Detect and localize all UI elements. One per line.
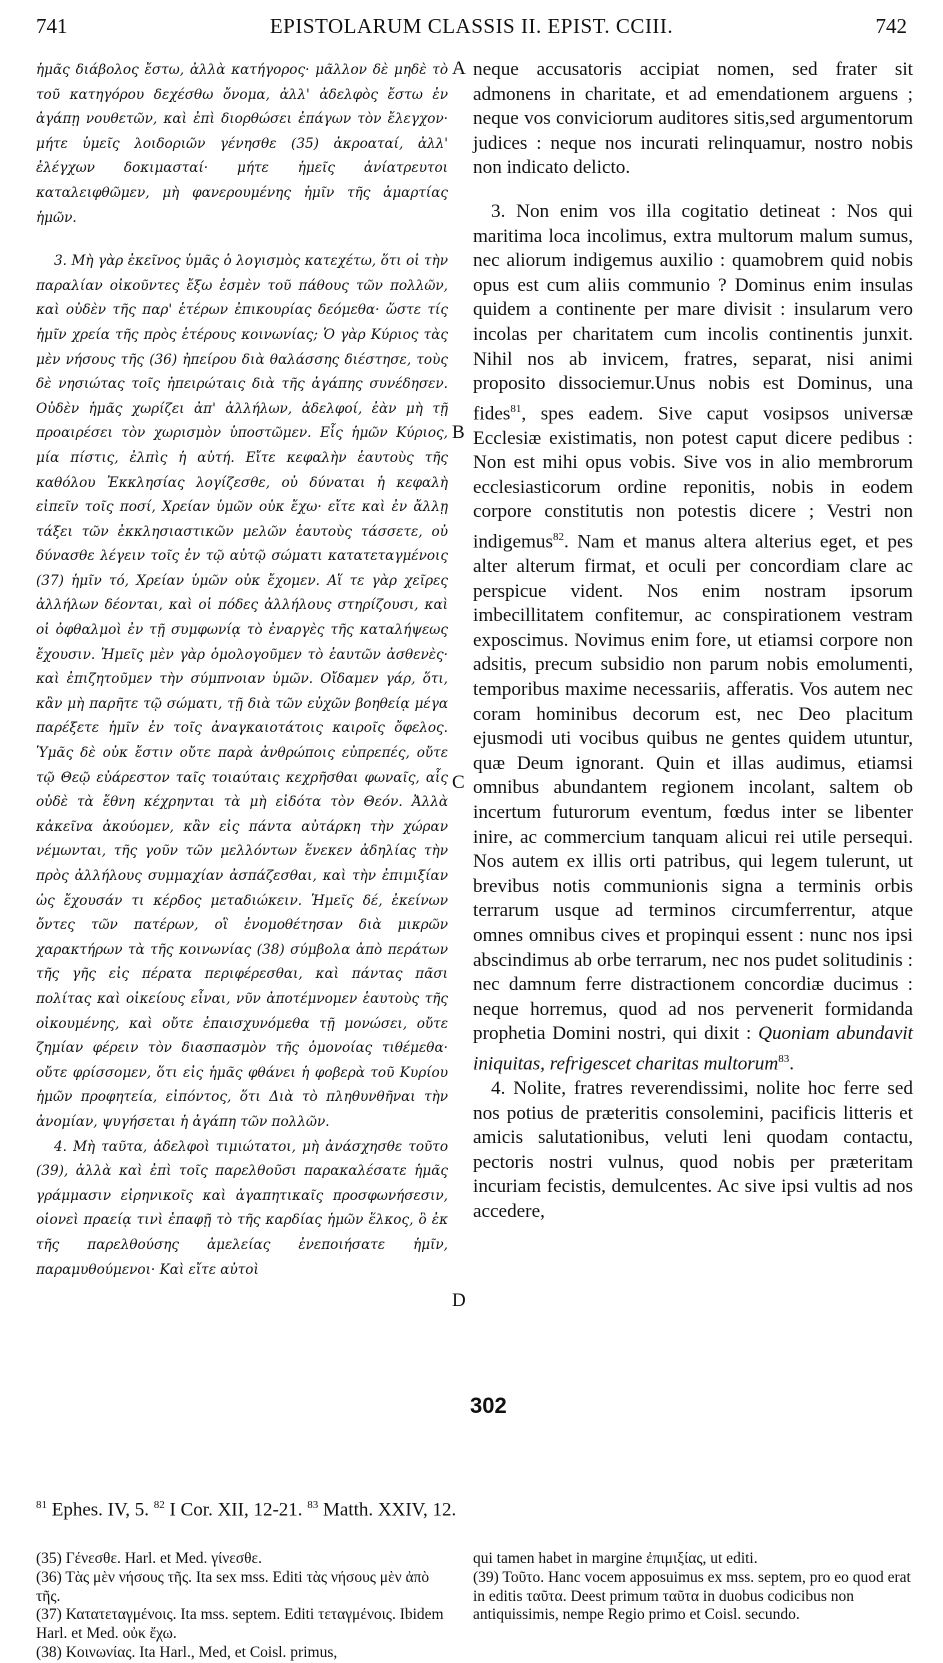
footnote: (36) Τὰς μὲν νήσους τῆς. Ita sex mss. Editi τὰς νήσους μὲν ἀπὸ τῆς. <box>36 1568 430 1605</box>
footnote: (39) Τοῦτο. Hanc vocem apposuimus ex mss. septem, pro eo quod erat in editis ταῦτα. Deest primum ταῦτα in duobus codicibus non antiquissimis, nempe Regio primo et Coisl. secundo. <box>473 1568 911 1624</box>
margin-letter-d: D <box>452 1290 466 1311</box>
footnote: (35) Γένεσθε. Harl. et Med. γίνεσθε. <box>36 1550 262 1567</box>
note-ref: 83 <box>778 1052 790 1065</box>
latin-text: 3. Non enim vos illa cogitatio detineat : Nos qui maritima loca incolimus, extra multorum malum sumus, nec aliorum indigemus auxilio : quamobrem quid nobis opus est cum aliis communio ? Dominus enim insulas quidem a continente per mare divisit : insularum vero incolas per charitatem cum incolis continentis junxit. Nihil nos ab invicem, fratres, separat, nisi animi proposito dissociemur.Unus nobis est Dominus, una fides <box>473 200 913 425</box>
latin-text: . Nam et manus altera alterius eget, et pes alter alterum firmat, et oculi per concordiam clare ac perspicue vident. Nos enim nostram ipsorum imbecillitatem confitemur, ac conspirationem vestram exposcimus. Novimus enim fore, ut etiamsi corpore non adsitis, precum subsidio non parum nobis emolumenti, temporibus maxime necessariis, afferatis. Vos autem nec coram hominibus decorum est, nec Deo placitum ejusmodi uti vocibus quibus ne gentes quidem utuntur, quæ Deum ignorant. Quin et illas audimus, etiamsi omnibus abundantem regionem incolant, saltem ob incertum futurorum eventum, fœdus inter se libenter inire, ac commercium tanquam alicui rei utile persequi. Nos autem ex illis orti patribus, qui legem tulerunt, ut brevibus notis communionis signa a terminis orbis terrarum usque ad terminos circumferrentur, atque omnes omnibus cives et propinqui essent : nunc nos ipsi abscindimus ab orbe terrarum, nec nos pudet solitudinis : nec damnum ferre distractionem concordiæ ducimus : neque horremus, quod ad nos pervenerit formidanda prophetia Domini nostri, qui dixit : <box>473 531 913 1045</box>
latin-quotation: Quoniam abundavit iniquitas, refrigescet charitas multorum <box>473 1023 913 1075</box>
footnotes-left <box>36 1550 446 1663</box>
footnotes-right <box>473 1550 913 1625</box>
column-number: 302 <box>470 1393 507 1418</box>
greek-column <box>36 58 448 1282</box>
latin-text: , spes eadem. Sive caput vosipsos universæ Ecclesiæ existimatis, non potest caput dicere pedibus : Non est mihi opus vobis. Sive vos in alio membrorum ecclesiasticorum ordine reponitis, nobis in eodem corpore constitutis non potestis dicere ; Vestri non indigemus <box>473 403 913 553</box>
running-title: EPISTOLARUM CLASSIS II. EPIST. CCIII. <box>269 14 674 38</box>
greek-paragraph: 3. Μὴ γὰρ ἐκεῖνος ὑμᾶς ὁ λογισμὸς κατεχέτω, ὅτι οἱ τὴν παραλίαν οἰκοῦντες ἔξω ἐσμὲν τοῦ πάθους τῶν πολλῶν, καὶ οὐδὲν τῆς παρ' ἑτέρων ἐπικουρίας δεόμεθα· ὥστε τίς ἡμῖν χρεία τῆς πρὸς ἑτέρους κοινωνίας; Ὁ γὰρ Κύριος τὰς μὲν νήσους τῆς (36) ἠπείρου διὰ θαλάσσης διέστησε, τοὺς δὲ νησιώτας τοῖς ἠπειρώταις διὰ τῆς ἀγάπης συνέδησεν. Οὐδὲν ἡμᾶς χωρίζει ἀπ' ἀλλήλων, ἀδελφοί, ἐὰν μὴ τῇ προαιρέσει τὸν χωρισμὸν ὑποστῶμεν. Εἷς ἡμῶν Κύριος, μία πίστις, ἐλπὶς ἡ αὐτή. Εἴτε κεφαλὴν ἑαυτοὺς τῆς καθόλου Ἐκκλησίας λογίζεσθε, οὐ δύναται ἡ κεφαλὴ εἰπεῖν τοῖς ποσί, Χρείαν ὑμῶν οὐκ ἔχω· εἴτε καὶ ἐν ἄλλῃ τάξει τῶν ἐκκλησιαστικῶν μελῶν ἑαυτοὺς τάσσετε, οὐ δύνασθε λέγειν τοῖς ἐν τῷ αὐτῷ σώματι κατατεταγμένοις (37) ἡμῖν τό, Χρείαν ὑμῶν οὐκ ἔχομεν. Αἵ τε γὰρ χεῖρες ἀλλήλων δέονται, καὶ οἱ πόδες ἀλλήλους στηρίζουσι, καὶ οἱ ὀφθαλμοὶ ἐν τῇ συμφωνίᾳ τὸ ἐναργὲς τῆς καταλήψεως ἔχουσιν. Ἡμεῖς μὲν γὰρ ὁμολογοῦμεν τὸ ἑαυτῶν ἀσθενὲς· καὶ ἐπιζητοῦμεν τὴν σύμπνοιαν ὑμῶν. Οἴδαμεν γάρ, ὅτι, κἂν μὴ παρῆτε τῷ σώματι, τῇ διὰ τῶν εὐχῶν βοηθείᾳ μέγα παρέξετε ἡμῖν ἐν τοῖς ἀναγκαιοτάτοις καιροῖς ὄφελος. Ὑμᾶς δὲ οὐκ ἔστιν οὔτε παρὰ ἀνθρώποις εὐπρεπές, οὔτε τῷ Θεῷ εὐάρεστον ταῖς τοιαύταις κεχρῆσθαι φωναῖς, αἷς οὐδὲ τὰ ἔθνη κέχρηνται τὰ μὴ εἰδότα τὸν Θεόν. Ἀλλὰ κἀκεῖνα ἀκούομεν, κἂν εἰς πάντα αὐτάρκη τὴν χώραν νέμωνται, τῆς γοῦν τῶν μελλόντων ἕνεκεν ἀδηλίας τὴν πρὸς ἀλλήλους συμμαχίαν ἀσπάζεσθαι, καὶ τὴν ἐπιμιξίαν ὡς ἔχουσάν τι κέρδος μεταδιώκειν. Ἡμεῖς δέ, ἐκείνων ὄντες τῶν πατέρων, οἳ ἐνομοθέτησαν διὰ μικρῶν χαρακτήρων τὰ τῆς κοινωνίας (38) σύμβολα ἀπὸ περάτων τῆς γῆς εἰς πέρατα περιφέρεσθαι, καὶ πάντας πᾶσι πολίτας καὶ οἰκείους εἶναι, νῦν ἀποτέμνομεν ἑαυτοὺς τῆς οἰκουμένης, καὶ οὔτε ἐπαισχυνόμεθα τῇ μονώσει, οὔτε ζημίαν φέρειν τὸν διασπασμὸν τῆς ὁμονοίας τιθέμεθα· οὔτε φρίσσομεν, ὅτι εἰς ἡμᾶς φθάνει ἡ φοβερὰ τοῦ Κυρίου ἡμῶν προφητεία, εἰπόντος, ὅτι Διὰ τὸ πληθυνθῆναι τὴν ἀνομίαν, ψυγήσεται ἡ ἀγάπη τῶν πολλῶν. <box>36 253 448 1130</box>
greek-paragraph: ἡμᾶς διάβολος ἔστω, ἀλλὰ κατήγορος· μᾶλλον δὲ μηδὲ τὸ τοῦ κατηγόρου δεχέσθω ὄνομα, ἀλλ' ἀδελφὸς ἔστω ἐν ἀγάπῃ νουθετῶν, καὶ ἐπὶ διορθώσει ἐπάγων τὸν ἔλεγχον· μήτε ὑμεῖς λοιδοριῶν γένησθε (35) ἀκροαταί, ἀλλ' ἐλέγχων δοκιμασταί· μήτε ἡμεῖς ἀνίατρευτοι καταλειφθῶμεν, μὴ φανερουμένης ἡμῖν τῆς ἁμαρτίας ἡμῶν. <box>36 62 448 226</box>
latin-paragraph: neque accusatoris accipiat nomen, sed frater sit admonens in charitate, et ad emendationem arguens ; neque vos conviciorum auditores sitis,sed argumentorum judices : neque nos incurati relinquamur, nostro nobis non indicato delicto. <box>473 59 913 179</box>
footnote: (37) Κατατεταγμένοις. Ita mss. septem. Editi τεταγμένοις. Ibidem Harl. et Med. οὐκ ἔχω. <box>36 1606 444 1643</box>
note-ref: 82 <box>552 531 564 544</box>
latin-column <box>473 58 913 1224</box>
footnote: (38) Κοινωνίας. Ita Harl., Med, et Coisl. primus, <box>36 1643 338 1661</box>
running-header <box>0 14 943 44</box>
margin-letter-c: C <box>452 772 465 793</box>
page-number-left: 741 <box>36 14 68 38</box>
latin-paragraph: 4. Nolite, fratres reverendissimi, nolite hoc ferre sed nos potius de præteritis consolemini, pacificis litteris et amicis salutationibus, veluti leni quodam contactu, pectoris nostri vulnus, quod nobis per præteritam incuriam fecistis, demulcentes. Ac sive ipsi vultis ad nos accedere, <box>473 1077 913 1222</box>
margin-letter-a: A <box>452 58 466 79</box>
ref-text: Ephes. IV, 5. <box>47 1499 154 1521</box>
note-ref: 81 <box>510 402 522 415</box>
ref-text: I Cor. XII, 12-21. <box>164 1499 308 1521</box>
ref-number: 83 <box>307 1499 319 1511</box>
greek-paragraph: 4. Μὴ ταῦτα, ἀδελφοὶ τιμιώτατοι, μὴ ἀνάσχησθε τοῦτο (39), ἀλλὰ καὶ ἐπὶ τοῖς παρελθοῦσι παρακαλέσατε ἡμᾶς γράμμασιν εἰρηνικοῖς καὶ ἀγαπητικαῖς προσφωνήσεσιν, οἱονεὶ πραείᾳ τινὶ ἐπαφῇ τὸ τῆς καρδίας ἡμῶν ἕλκος, ὃ ἐκ τῆς παρελθούσης ἀμελείας ἐνεποιήσατε ἡμῖν, παραμυθούμενοι· Καὶ εἴτε αὐτοὶ <box>36 1138 448 1278</box>
ref-text: Matth. XXIV, 12. <box>318 1499 457 1521</box>
page-number-right: 742 <box>875 14 907 38</box>
scripture-references <box>36 1499 456 1521</box>
latin-paragraph: 3. Non enim vos illa cogitatio detineat : Nos qui maritima loca incolimus, extra multorum malum sumus, nec aliorum indigemus auxilio : quamobrem quid nobis opus est cum aliis communio ? Dominus enim insulas quidem a continente per mare divisit : insularum vero incolas per charitatem cum incolis continentis junxit. Nihil nos ab invicem, fratres, separat, nisi animi proposito dissociemur.Unus nobis est Dominus, una fides$^{81}$, spes eadem. Sive caput vosipsos universæ Ecclesiæ existimatis, non potest caput dicere pedibus : Non est mihi opus vobis. Sive vos in alio membrorum ecclesiasticorum ordine reponitis, nobis in eodem corpore constitutis non potestis dicere ; Vestri non indigemus$^{82}$. Nam et manus altera alterius eget, et pes alter alterum firmat, et oculi per concordiam clare ac perspicue vident. Nos enim nostram ipsorum imbecillitatem confitemur, ac conspirationem vestram exposcimus. Novimus enim fore, ut etiamsi corpore non adsitis, precum subsidio non parum nobis emolumenti, temporibus maxime necessariis, afferatis. Vos autem nec coram hominibus decorum est, nec Deo placitum ejusmodi uti vocibus quibus ne gentes quidem utuntur, quæ Deum ignorant. Quin et illas audimus, etiamsi omnibus abundantem regionem incolant, saltem ob incertum futurorum eventum, fœdus inter se libenter inire, ac commercium tanquam alicui rei utile persequi. Nos autem ex illis orti patribus, qui legem tulerunt, ut brevibus notis communionis signa a terminis orbis terrarum usque ad terminos circumferrentur, atque omnes omnibus cives et propinqui essent : nunc nos ipsi abscindimus ab orbe terrarum, nec nos pudet solitudinis : nec damnum ferre distractionem concordiæ ducimus : neque horremus, quod ad nos pervenerit formidanda prophetia Domini nostri, qui dixit : Quoniam abundavit iniquitas, refrigescet charitas multorum$^{83}$. <box>473 200 913 1075</box>
ref-number: 81 <box>36 1499 47 1511</box>
footnote: qui tamen habet in margine ἐπιμιξίας, ut editi. <box>473 1550 758 1567</box>
margin-letter-b: B <box>452 422 465 443</box>
ref-number: 82 <box>153 1499 165 1511</box>
